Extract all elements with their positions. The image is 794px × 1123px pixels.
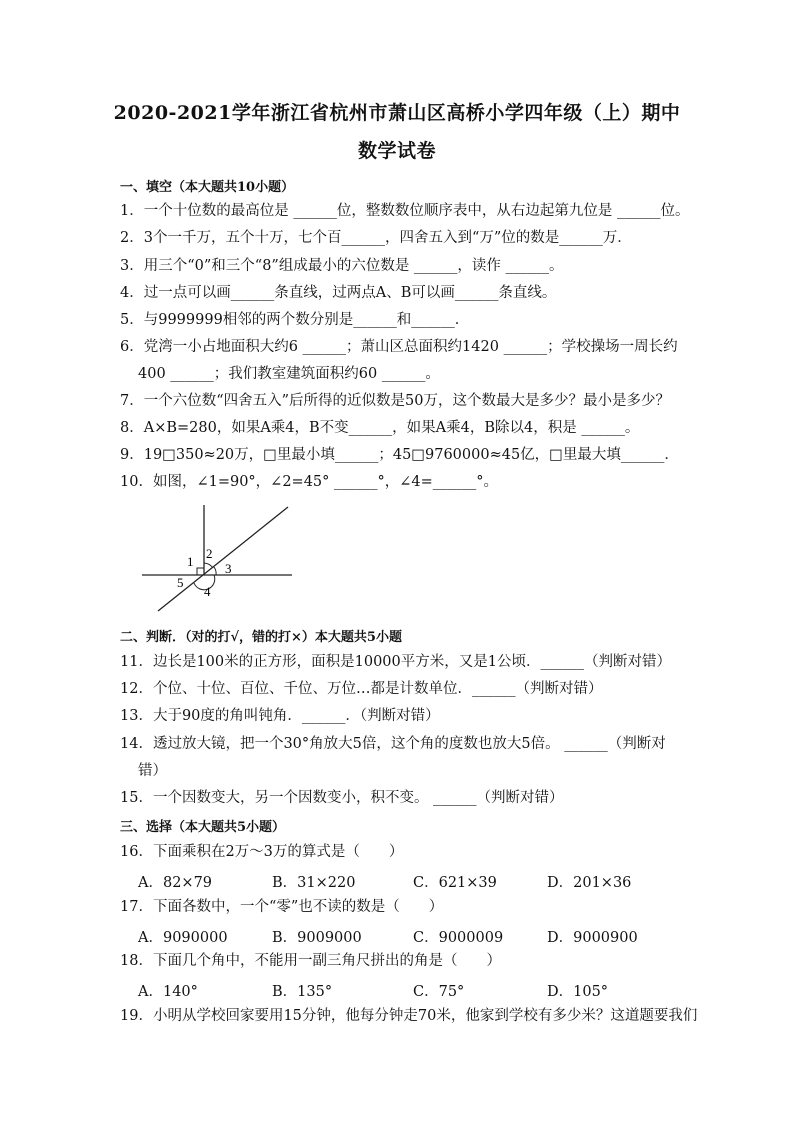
angle-label-1: 1 <box>187 554 194 569</box>
q18-option-a: A．140° <box>138 984 198 1000</box>
q18-option-b: B．135° <box>272 984 333 1000</box>
q16-option-b: B．31×220 <box>272 875 356 891</box>
q16-option-d: D．201×36 <box>547 875 632 891</box>
question-5: 5．与9999999相邻的两个数分别是______和______． <box>120 312 470 328</box>
section3-heading: 三、选择（本大题共5小题） <box>120 820 286 835</box>
angle-label-2: 2 <box>206 546 213 561</box>
question-11: 11．边长是100米的正方形，面积是10000平方米，又是1公顷．______（判断对错） <box>120 654 671 670</box>
q17-option-b: B．9009000 <box>272 930 362 946</box>
question-9: 9．19□350≈20万，□里最小填______；45□9760000≈45亿，□里最大填______． <box>120 447 679 463</box>
diagonal-line <box>158 507 288 611</box>
angle-label-4: 4 <box>204 584 211 599</box>
question-4: 4．过一点可以画______条直线，过两点A、B可以画______条直线。 <box>120 285 557 301</box>
question-12: 12．个位、十位、百位、千位、万位…都是计数单位．______（判断对错） <box>120 681 603 697</box>
angle-label-3: 3 <box>225 561 232 576</box>
question-3: 3．用三个“0”和三个“8”组成最小的六位数是 ______，读作 ______。 <box>120 258 564 274</box>
q16-option-c: C．621×39 <box>413 875 497 891</box>
question-6-cont: 400 ______；我们教室建筑面积约60 ______。 <box>138 366 440 382</box>
section2-heading: 二、判断．（对的打√，错的打×）本大题共5小题 <box>120 630 402 645</box>
exam-title-line2: 数学试卷 <box>357 140 436 162</box>
angle-label-5: 5 <box>177 575 184 590</box>
question-10: 10．如图，∠1=90°，∠2=45° ______°，∠4=______°。 <box>120 474 499 490</box>
q18-option-d: D．105° <box>547 984 609 1000</box>
question-1: 1．一个十位数的最高位是 ______位，整数数位顺序表中，从右边起第九位是 ______位。 <box>120 203 690 219</box>
question-17: 17．下面各数中，一个“零”也不读的数是（ ） <box>120 899 444 915</box>
q16-option-a: A．82×79 <box>138 875 213 891</box>
question-14: 14．透过放大镜，把一个30°角放大5倍，这个角的度数也放大5倍。 ______（判断对 <box>120 736 666 752</box>
question-6: 6．党湾一小占地面积大约6 ______；萧山区总面积约1420 ______；学校操场一周长约 <box>120 339 678 355</box>
angle-arc-3 <box>214 567 216 575</box>
section1-heading: 一、填空（本大题共10小题） <box>120 180 295 195</box>
question-15: 15．一个因数变大，另一个因数变小，积不变。 ______（判断对错） <box>120 790 564 806</box>
q17-option-d: D．9000900 <box>547 930 638 946</box>
question-19: 19．小明从学校回家要用15分钟，他每分钟走70米，他家到学校有多少米？这道题要我们 <box>120 1008 698 1024</box>
angle-figure <box>138 503 298 615</box>
question-7: 7．一个六位数“四舍五入”后所得的近似数是50万，这个数最大是多少？最小是多少？ <box>120 393 670 409</box>
q17-option-c: C．9000009 <box>413 930 504 946</box>
question-16: 16．下面乘积在2万～3万的算式是（ ） <box>120 844 404 860</box>
q17-option-a: A．9090000 <box>138 930 228 946</box>
right-angle-mark <box>197 568 204 575</box>
exam-title-line1: 2020-2021学年浙江省杭州市萧山区高桥小学四年级（上）期中 <box>113 102 681 124</box>
question-13: 13．大于90度的角叫钝角．______．（判断对错） <box>120 708 440 724</box>
q18-option-c: C．75° <box>413 984 465 1000</box>
question-8: 8．A×B=280，如果A乘4，B不变______，如果A乘4，B除以4，积是 ______。 <box>120 420 640 436</box>
question-2: 2．3个一千万，五个十万，七个百______，四舍五入到“万”位的数是______万． <box>120 230 632 246</box>
question-18: 18．下面几个角中，不能用一副三角尺拼出的角是（ ） <box>120 953 501 969</box>
question-14-cont: 错） <box>138 763 167 779</box>
